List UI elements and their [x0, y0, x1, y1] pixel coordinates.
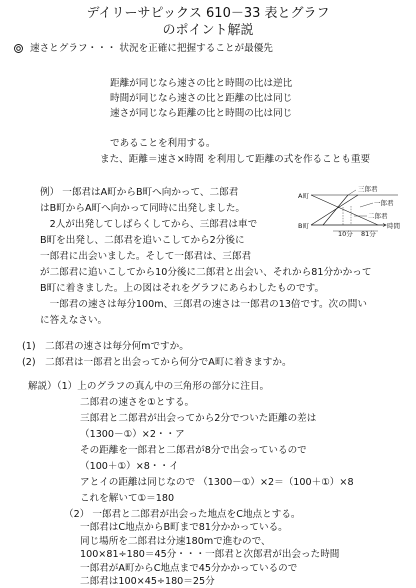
question-1: (1) 二郎君の速さは毎分何mですか。 [22, 341, 189, 352]
page-title: デイリーサピックス 610－33 表とグラフ [86, 6, 330, 21]
a-town-label: A町 [298, 192, 309, 200]
rule-line: 時間が同じなら速さの比と距離の比は同じ [110, 93, 293, 104]
double-circle-bullet-icon [14, 44, 23, 56]
ichiro-label: 一郎君 [374, 199, 394, 207]
example-line: 一郎君の速さは毎分100m、三郎君の速さは一郎君の13倍です。次の問い [40, 299, 367, 310]
solution-line: アとイの距離は同じなので （1300－①）×2＝（100＋①）×8 [80, 477, 354, 488]
time-axis-label: 時間 [387, 222, 400, 230]
travel-graph [298, 178, 410, 246]
solution-line: 二郎君の速さを①とする。 [80, 397, 195, 408]
usage-line: また、距離＝速さ×時間 を利用して距離の式を作ることも重要 [100, 154, 371, 165]
b-town-label: B町 [298, 222, 309, 230]
rule-line: 速さが同じなら距離の比と時間の比は同じ [110, 108, 293, 119]
ten-minute-label: 10分 [338, 230, 353, 238]
example-line: 例） 一郎君はA町からB町へ向かって、二郎君 [40, 187, 239, 198]
eighty-one-minute-label: 81分 [361, 230, 376, 238]
solution-line: 解説）（1）上のグラフの真ん中の三角形の部分に注目。 [28, 381, 270, 392]
solution-line: 一郎君がA町からC地点まで45分かかっているので [80, 562, 298, 574]
solution-line: 三郎君と二郎君が出会ってから2分でついた距離の差は [80, 413, 317, 424]
page-subtitle: のポイント解説 [162, 23, 254, 38]
solution-line: （1300－①）×2・・ア [80, 429, 185, 440]
section-heading: 速さとグラフ・・・ 状況を正確に把握することが最優先 [30, 43, 273, 54]
solution-line: 100×81÷180＝45分・・・一郎君と次郎君が出会った時間 [80, 549, 340, 561]
jiro-label: 二郎君 [368, 212, 388, 220]
example-line: 一郎君に出会いました。そして一郎君は、三郎君 [40, 251, 252, 262]
solution-line: 二郎君は100×45÷180＝25分 [80, 576, 215, 587]
solution-line: 同じ場所を二郎君は分速180mで進むので、 [80, 535, 271, 547]
solution-line: （100＋①）×8・・イ [80, 461, 179, 472]
example-line: に答えなさい。 [40, 315, 108, 326]
example-line: B町を出発し、二郎君を追いこしてから2分後に [40, 235, 245, 246]
question-2: (2) 二郎君は一郎君と出会ってから何分でA町に着きますか。 [22, 357, 292, 368]
solution-line: その距離を一郎君と二郎君が8分で出会っているので [80, 445, 307, 456]
rule-line: 距離が同じなら速さの比と時間の比は逆比 [110, 78, 293, 89]
example-line: が二郎君に追いこしてから10分後に二郎君と出会い、それから81分かかって [40, 267, 372, 278]
saburo-label: 三郎君 [358, 185, 378, 193]
example-line: B町に着きました。上の図はそれをグラフにあらわしたものです。 [40, 283, 325, 294]
usage-line: であることを利用する。 [110, 138, 216, 149]
solution-line: （2） 一郎君と二郎君が出会った地点をC地点とする。 [64, 509, 301, 520]
solution-line: 一郎君はC地点からB町まで81分かかっている。 [80, 522, 288, 534]
solution-line: これを解いて①＝180 [80, 493, 175, 504]
example-line: 2人が出発してしばらくしてから、三郎君は車で [40, 219, 258, 230]
example-line: はB町からA町へ向かって同時に出発しました。 [40, 203, 246, 214]
